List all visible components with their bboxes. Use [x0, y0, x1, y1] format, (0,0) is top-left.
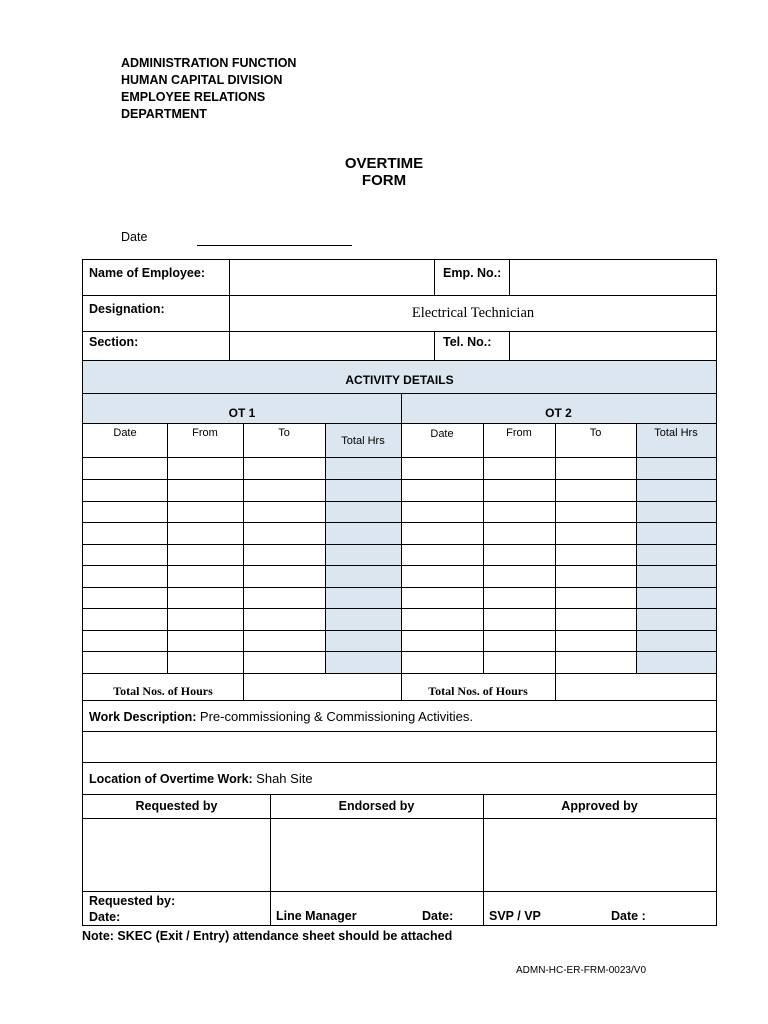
work-description-extra-line[interactable] [84, 732, 715, 762]
col-divider [401, 423, 402, 700]
row-divider [83, 457, 716, 458]
approved-by-header: Approved by [561, 799, 638, 813]
overtime-form-table [82, 259, 717, 926]
endorser-signature-box[interactable] [271, 819, 482, 890]
section-field[interactable] [230, 332, 434, 359]
form-title-line: FORM [361, 172, 407, 189]
col-divider [483, 423, 484, 673]
form-title-line: OVERTIME [344, 155, 424, 172]
ot1-col-from: From [192, 427, 218, 439]
ot1-header: OT 1 [228, 406, 256, 420]
header-line: DEPARTMENT [121, 107, 207, 121]
col-divider [555, 423, 556, 700]
row-divider [83, 360, 716, 361]
work-description [89, 709, 473, 724]
row-divider [83, 423, 716, 424]
emp-no-label: Emp. No.: [443, 266, 502, 280]
row-divider [83, 700, 716, 701]
row-divider [83, 651, 716, 652]
tel-no-label: Tel. No.: [443, 335, 492, 349]
svp-date-label: Date : [611, 909, 646, 923]
row-divider [83, 295, 716, 296]
row-divider [83, 501, 716, 502]
row-divider [83, 479, 716, 480]
form-title [0, 155, 768, 189]
emp-no-field[interactable] [510, 261, 715, 294]
endorsed-by-header: Endorsed by [338, 799, 415, 813]
svp-vp-label: SVP / VP [489, 909, 541, 923]
work-description-label: Work Description: [89, 710, 197, 724]
ot1-total-hrs-column [325, 423, 401, 673]
row-divider [83, 587, 716, 588]
ot1-total-hours-field[interactable] [244, 674, 400, 699]
ot2-header: OT 2 [545, 406, 572, 420]
col-divider [636, 423, 637, 673]
row-divider [83, 522, 716, 523]
location-label: Location of Overtime Work: [89, 772, 253, 786]
header-line: EMPLOYEE RELATIONS [121, 90, 266, 104]
ot2-col-total-hrs: Total Hrs [654, 427, 698, 439]
form-code: ADMN-HC-ER-FRM-0023/V0 [515, 965, 646, 976]
section-label: Section: [89, 335, 139, 349]
work-description-value[interactable]: Pre-commissioning & Commissioning Activities. [199, 709, 473, 724]
col-divider [325, 423, 326, 673]
requested-date-label: Date: [89, 910, 121, 924]
designation-value[interactable]: Electrical Technician [411, 305, 535, 321]
ot1-total-hours-label: Total Nos. of Hours [113, 684, 213, 698]
ot2-col-date: Date [430, 428, 454, 440]
row-divider [83, 544, 716, 545]
row-divider [83, 762, 716, 763]
attachment-note: Note: SKEC (Exit / Entry) attendance sheet should be attached [82, 929, 453, 943]
line-manager-label: Line Manager [276, 909, 357, 923]
ot2-col-from: From [506, 427, 532, 439]
name-of-employee-label: Name of Employee: [89, 266, 206, 280]
row-divider [83, 565, 716, 566]
ot1-col-to: To [278, 427, 290, 439]
location-value[interactable]: Shah Site [256, 771, 313, 786]
row-divider [83, 794, 716, 795]
ot2-col-to: To [589, 427, 602, 439]
ot1-col-total-hrs: Total Hrs [341, 435, 385, 447]
requested-by-header: Requested by [135, 799, 218, 813]
ot2-total-hrs-column [636, 423, 716, 673]
col-divider [167, 423, 168, 673]
overtime-location [89, 771, 313, 786]
ot2-total-hours-field[interactable] [556, 674, 715, 699]
row-divider [83, 608, 716, 609]
row-divider [83, 891, 716, 892]
name-of-employee-field[interactable] [230, 261, 434, 294]
date-label: Date [121, 230, 148, 244]
requester-signature-box[interactable] [84, 819, 269, 890]
row-divider [83, 393, 716, 394]
line-manager-date-label: Date: [422, 909, 454, 923]
row-divider [83, 630, 716, 631]
requested-by-line: Requested by: [89, 894, 176, 908]
col-divider [434, 260, 435, 295]
activity-details-title: ACTIVITY DETAILS [345, 373, 454, 387]
requested-by-sign-label [89, 893, 175, 925]
ot2-total-hours-label: Total Nos. of Hours [428, 684, 528, 698]
approver-signature-box[interactable] [484, 819, 715, 890]
ot1-col-date: Date [113, 427, 137, 439]
header-line: HUMAN CAPITAL DIVISION [121, 73, 283, 87]
department-header [121, 55, 296, 123]
tel-no-field[interactable] [510, 332, 715, 359]
col-divider [243, 423, 244, 700]
col-divider [434, 331, 435, 360]
date-field[interactable] [197, 245, 352, 246]
designation-label: Designation: [89, 302, 165, 316]
header-line: ADMINISTRATION FUNCTION [121, 56, 297, 70]
